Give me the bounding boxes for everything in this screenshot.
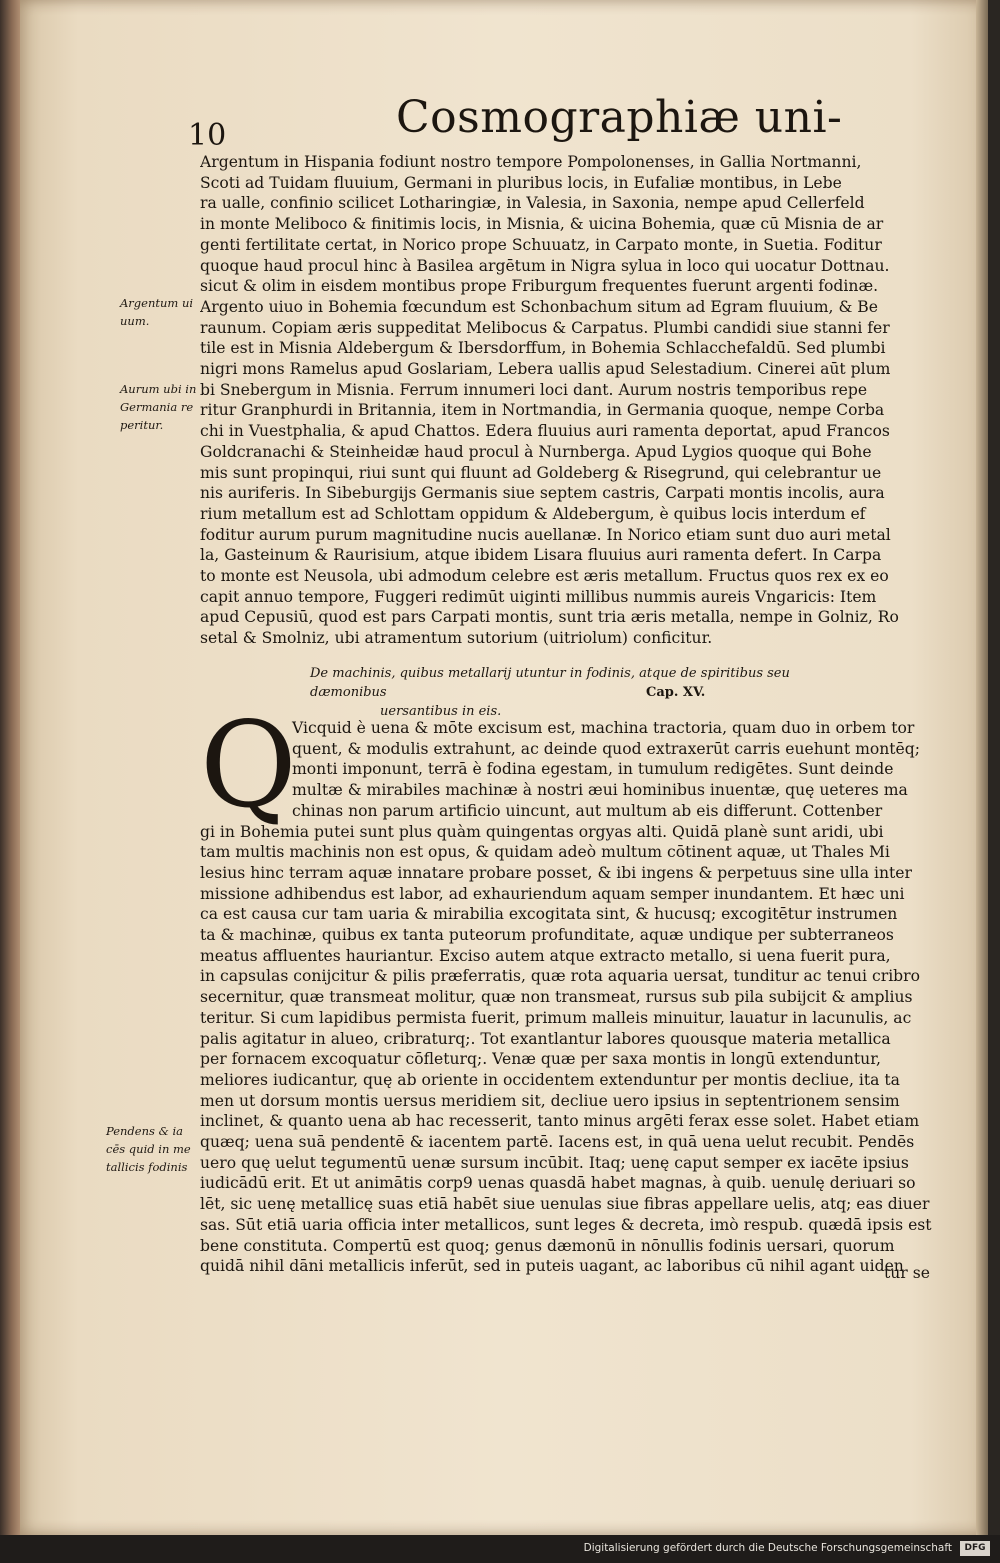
margin-note-aurum: [120, 380, 204, 434]
text-line: sicut & olim in eisdem montibus prope Friburgum frequentes fuerunt argenti fodinæ.: [200, 277, 879, 296]
text-line: ra ualle, confinio scilicet Lotharingiæ, in Valesia, in Saxonia, nempe apud Cellerfeld: [200, 194, 865, 213]
text-line: raunum. Copiam æris suppeditat Melibocus & Carpatus. Plumbi candidi siue stanni fer: [200, 318, 890, 337]
book-page: [20, 0, 988, 1535]
text-line: men ut dorsum montis uersus meridiem sit, decliue uero ipsius in septentrionem sensim: [200, 1091, 900, 1110]
running-title: Cosmographiæ uni-: [396, 92, 843, 143]
text-line: missione adhibendus est labor, ad exhauriendum aquam semper inundantem. Et hæc uni: [200, 884, 905, 903]
text-line: foditur aurum purum magnitudine nucis auellanæ. In Norico etiam sunt duo auri metal: [200, 525, 891, 544]
text-line: genti fertilitate certat, in Norico prope Schuuatz, in Carpato monte, in Suetia. Foditur: [200, 235, 882, 254]
text-line: tile est in Misnia Aldebergum & Ibersdorffum, in Bohemia Schlacchefaldū. Sed plumbi: [200, 339, 886, 358]
text-line: capit annuo tempore, Fuggeri redimūt uiginti millibus nummis aureis Vngaricis: Item: [200, 587, 877, 606]
text-line: quoque haud procul hinc à Basilea argētum in Nigra sylua in loco qui uocatur Dottnau.: [200, 256, 890, 275]
text-line: ca est causa cur tam uaria & mirabilia excogitata sint, & hucusq; excogitētur instrumen: [200, 905, 898, 924]
text-line: Goldcranachi & Steinheidæ haud procul à Nurnberga. Apud Lygios quoque qui Bohe: [200, 442, 872, 461]
catchword: tur se: [884, 1264, 930, 1282]
margin-note-line: Germania re: [120, 400, 194, 414]
margin-note-line: uum.: [120, 314, 150, 328]
text-line: bene constituta. Compertū est quoq; genus dæmonū in nōnullis fodinis uersari, quorum: [200, 1236, 895, 1255]
digitization-footer: [0, 1535, 1000, 1563]
text-line: gi in Bohemia putei sunt plus quàm quingentas orgyas alti. Quidā planè sunt aridi, ubi: [200, 822, 884, 841]
margin-note-line: tallicis fodinis: [106, 1160, 188, 1174]
text-block-1: [200, 152, 980, 649]
text-line: tam multis machinis non est opus, & quidam adeò multum cōtinent aquæ, ut Thales Mi: [200, 843, 890, 862]
chapter-heading-line: uersantibus in eis.: [380, 704, 502, 719]
text-line: Argentum in Hispania fodiunt nostro tempore Pompolonenses, in Gallia Nortmanni,: [200, 153, 862, 171]
chapter-number: Cap. XV.: [646, 685, 706, 700]
margin-note-line: Pendens & ia: [106, 1124, 183, 1138]
text-line: Vicquid è uena & mōte excisum est, machina tractoria, quam duo in orbem tor: [292, 719, 915, 737]
text-line: nis auriferis. In Sibeburgijs Germanis siue septem castris, Carpati montis incolis, aura: [200, 484, 885, 503]
text-line: ritur Granphurdi in Britannia, item in Nortmandia, in Germania quoque, nempe Corba: [200, 401, 885, 420]
text-line: meliores iudicantur, quę ab oriente in occidentem extenduntur per montis decliue, ita ta: [200, 1070, 900, 1089]
text-line: bi Snebergum in Misnia. Ferrum innumeri loci dant. Aurum nostris temporibus repe: [200, 380, 868, 399]
text-line: setal & Smolniz, ubi atramentum sutorium (uitriolum) conficitur.: [200, 629, 713, 648]
text-line: quent, & modulis extrahunt, ac deinde quod extraxerūt carris euehunt montēq;: [292, 739, 921, 758]
margin-note-line: Argentum ui: [120, 296, 194, 310]
text-line: sas. Sūt etiā uaria officia inter metallicos, sunt leges & decreta, imò respub. quædā ipsis est: [200, 1215, 932, 1234]
text-line: quæq; uena suā pendentē & iacentem partē. Iacens est, in quā uena uelut recubit. Pendēs: [200, 1133, 915, 1152]
text-line: to monte est Neusola, ubi admodum celebre est æris metallum. Fructus quos rex ex eo: [200, 567, 889, 586]
text-line: rium metallum est ad Schlottam oppidum & Aldebergum, è quibus locis interdum ef: [200, 504, 866, 523]
text-line: teritur. Si cum lapidibus permista fuerit, primum malleis minuitur, lauatur in lacunulis, ac: [200, 1008, 912, 1027]
footer-credit: Digitalisierung gefördert durch die Deutsche Forschungsgemeinschaft: [583, 1542, 952, 1554]
margin-note-line: cēs quid in me: [106, 1142, 191, 1156]
text-line: uero quę uelut tegumentū uenæ sursum incūbit. Itaq; uenę caput semper ex iacēte ipsius: [200, 1153, 909, 1172]
chapter-heading-line: De machinis, quibus metallarij utuntur in fodinis, atque de spiritibus seu dæmonibus: [310, 666, 790, 700]
text-line: meatus affluentes hauriantur. Exciso autem atque extracto metallo, si uena fuerit pura,: [200, 946, 891, 965]
drop-cap-initial: Q: [200, 696, 297, 834]
margin-note-line: Aurum ubi in: [120, 382, 197, 396]
text-line: quidā nihil dāni metallicis inferūt, sed in puteis uagant, ac laboribus cū nihil agant uiden: [200, 1257, 904, 1276]
text-line: apud Cepusiū, quod est pars Carpati montis, sunt tria æris metalla, nempe in Golniz, Ro: [200, 608, 899, 627]
text-line: mis sunt propinqui, riui sunt qui fluunt ad Goldeberg & Risegrund, qui celebrantur ue: [200, 463, 882, 482]
text-line: in monte Meliboco & finitimis locis, in Misnia, & uicina Bohemia, quæ cū Misnia de ar: [200, 215, 884, 234]
text-line: Scoti ad Tuidam fluuium, Germani in pluribus locis, in Eufaliæ montibus, in Lebe: [200, 173, 842, 192]
text-line: per fornacem excoquatur cōfleturq;. Venæ quæ per saxa montis in longū extenduntur,: [200, 1050, 881, 1069]
margin-note-pendens: [106, 1122, 202, 1176]
text-line: Argento uiuo in Bohemia fœcundum est Schonbachum situm ad Egram fluuium, & Be: [200, 297, 878, 316]
text-line: lēt, sic uenę metallicę suas etiā habēt siue uenulas siue fibras appellare uelis, atq; eas diuer: [200, 1195, 930, 1214]
text-line: chi in Vuestphalia, & apud Chattos. Edera fluuius auri ramenta deportat, apud Francos: [200, 422, 890, 441]
text-line: lesius hinc terram aquæ innatare probare posset, & ibi ingens & perpetuus sine ulla inter: [200, 863, 912, 882]
text-block-2: [200, 718, 980, 1277]
text-line: chinas non parum artificio uincunt, aut multum ab eis differunt. Cottenber: [292, 801, 883, 820]
dfg-logo: DFG: [960, 1541, 990, 1556]
text-line: inclinet, & quanto uena ab hac recesserit, tanto minus argēti ferax esse solet. Habet etiam: [200, 1112, 920, 1131]
margin-note-argentum-uiuum: [120, 294, 204, 330]
text-line: nigri mons Ramelus apud Goslariam, Lebera uallis apud Selestadium. Cinerei aūt plum: [200, 360, 891, 379]
chapter-heading: [310, 664, 870, 721]
margin-note-line: peritur.: [120, 418, 164, 432]
text-line: ta & machinæ, quibus ex tanta puteorum profunditate, aquæ undique per subterraneos: [200, 926, 894, 945]
page-number: 10: [188, 118, 227, 153]
text-line: secernitur, quæ transmeat molitur, quæ non transmeat, rursus sub pila subijcit & amplius: [200, 988, 913, 1007]
text-line: in capsulas conijcitur & pilis præferratis, quæ rota aquaria uersat, tunditur ac tenui cribro: [200, 967, 921, 986]
text-line: iudicādū erit. Et ut animātis corp9 uenas quasdā habet magnas, à quib. uenulę deriuari so: [200, 1174, 916, 1193]
text-line: monti imponunt, terrā è fodina egestam, in tumulum redigētes. Sunt deinde: [292, 760, 894, 779]
text-line: palis agitatur in alueo, cribraturq;. Tot exantlantur labores quousque materia metallica: [200, 1029, 891, 1048]
text-line: la, Gasteinum & Raurisium, atque ibidem Lisara fluuius auri ramenta defert. In Carpa: [200, 546, 882, 565]
text-line: multæ & mirabiles machinæ à nostri æui hominibus inuentæ, quę ueteres ma: [292, 781, 908, 800]
